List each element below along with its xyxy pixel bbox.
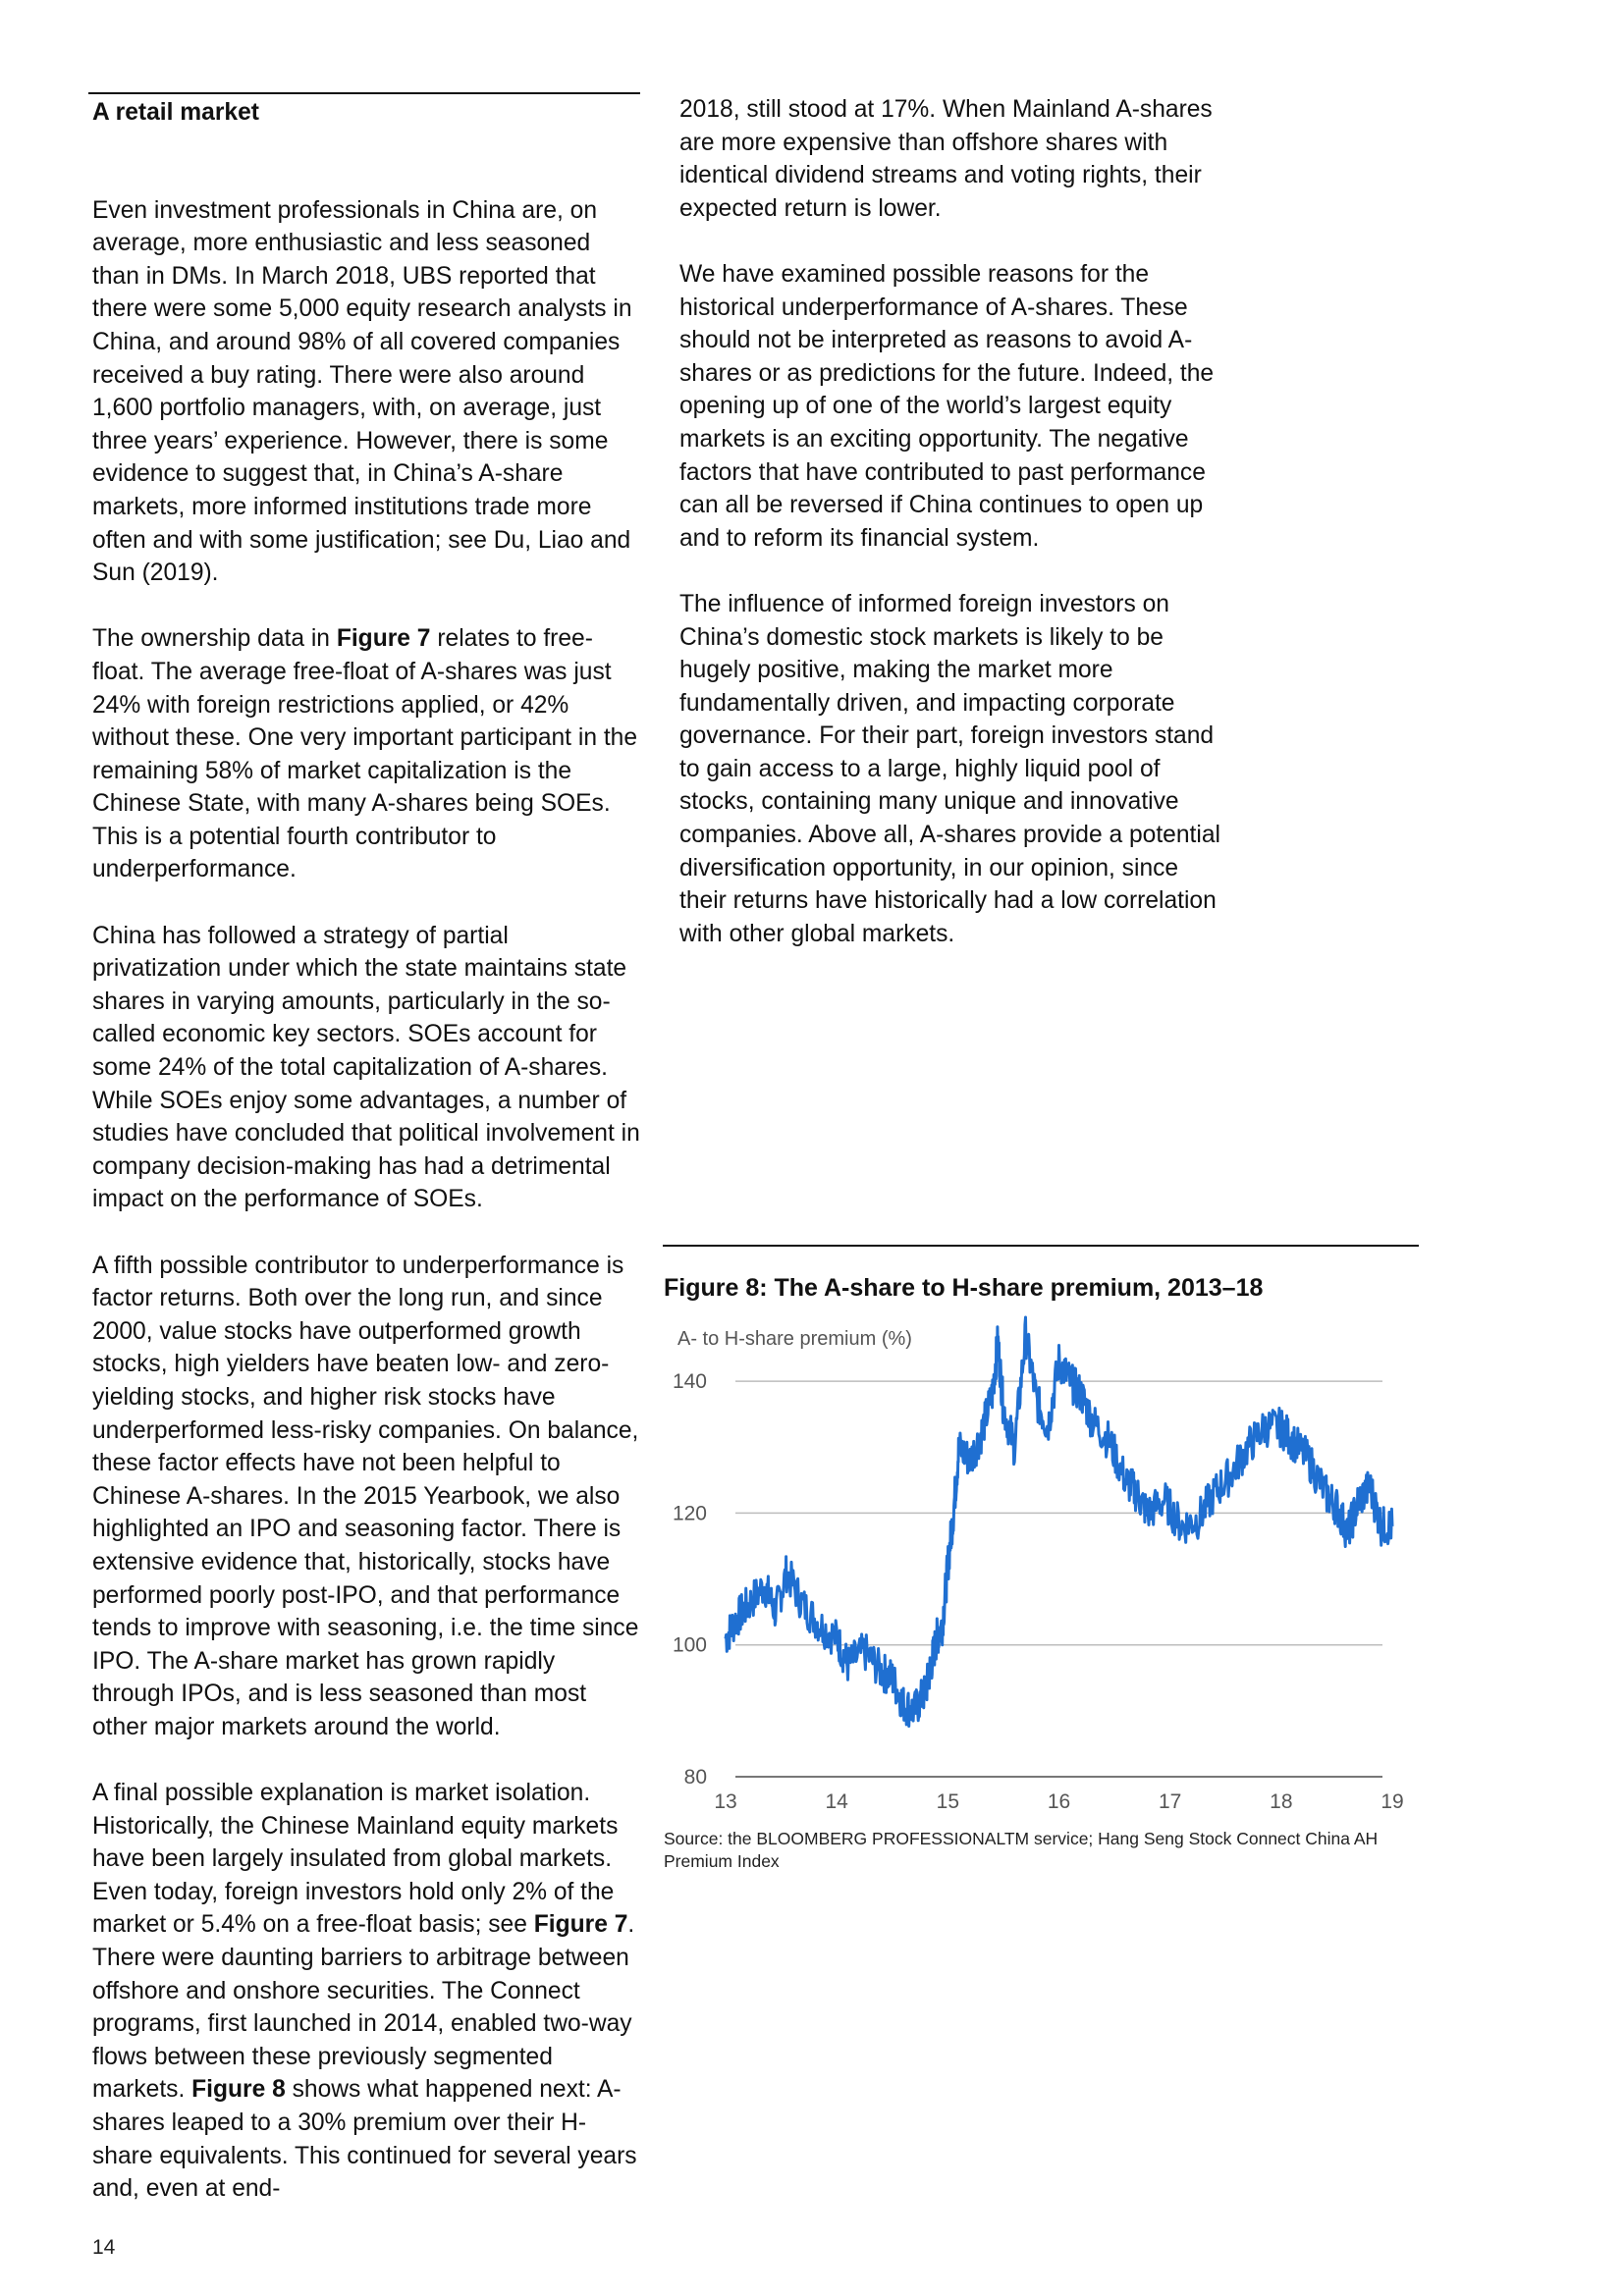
x-tick-label-14: 14 (825, 1790, 848, 1813)
x-tick-label-17: 17 (1158, 1790, 1182, 1813)
paragraph-5-text-a: A final possible explanation is market isolation. Historically, the Chinese Mainland equity markets have been largely insulated from global markets. Even today, foreign investors hold only 2% of the market or 5.4% on a free-float basis; see (92, 1780, 619, 1939)
paragraph-3: China has followed a strategy of partial privatization under which the state maintains state shares in varying amounts, particularly in the so-called economic key sectors. SOEs account for some 24% of the total capitalization of A-shares. While SOEs enjoy some advantages, a number of studies have concluded that political involvement in company decision-making has had a detrimental impact on the performance of SOEs. (92, 922, 640, 1213)
figure-source: Source: the BLOOMBERG PROFESSIONALTM service; Hang Seng Stock Connect China AH Premium Index (664, 1829, 1379, 1871)
right-paragraph-1: 2018, still stood at 17%. When Mainland A-shares are more expensive than offshore shares with identical dividend streams and voting rights, their expected return is lower. (679, 96, 1213, 222)
premium-line-chart (660, 1315, 1406, 1816)
paragraph-2-text-b: relates to free-float. The average free-float of A-shares was just 24% with foreign restrictions applied, or 42% without these. One very important participant in the remaining 58% of market capitalization is the Chinese State, with many A-shares being SOEs. This is a potential fourth contributor to underperformance. (92, 625, 638, 883)
right-paragraph-3: The influence of informed foreign investors on China’s domestic stock markets is likely to be hugely positive, making the market more fundamentally driven, and impacting corporate governance. For their part, foreign investors stand to gain access to a large, highly liquid pool of stocks, containing many unique and innovative companies. Above all, A-shares provide a potential diversification opportunity, in our opinion, since their returns have historically had a low correlation with other global markets. (679, 590, 1220, 947)
right-paragraph-2: We have examined possible reasons for the historical underperformance of A-shares. These should not be interpreted as reasons to avoid A-shares or as predictions for the future. Indeed, the opening up of one of the world’s largest equity markets is an exciting opportunity. The negative factors that have contributed to past performance can all be reversed if China continues to open up and to reform its financial system. (679, 260, 1215, 552)
y-tick-label-120: 120 (672, 1502, 707, 1525)
figure-7-reference: Figure 7 (336, 625, 431, 653)
y-tick-label-140: 140 (672, 1370, 707, 1394)
figure-title: Figure 8: The A-share to H-share premium, 2013–18 (664, 1274, 1264, 1302)
paragraph-2-text-a: The ownership data in (92, 625, 337, 653)
figure-rule (663, 1245, 1419, 1247)
x-tick-label-15: 15 (936, 1790, 960, 1813)
figure-7-reference-2: Figure 7 (533, 1911, 628, 1939)
section-heading: A retail market (92, 99, 259, 126)
x-tick-label-18: 18 (1270, 1790, 1293, 1813)
left-column (92, 93, 642, 2238)
y-axis-label: A- to H-share premium (%) (677, 1328, 912, 1350)
x-tick-label-13: 13 (714, 1790, 737, 1813)
x-tick-label-16: 16 (1047, 1790, 1071, 1813)
paragraph-5 (92, 1777, 642, 2206)
page-number: 14 (92, 2236, 116, 2259)
right-column (679, 93, 1229, 984)
series-line-ah-premium (726, 1317, 1392, 1727)
y-tick-label-100: 100 (672, 1633, 707, 1657)
paragraph-5-text-b: . There were daunting barriers to arbitrage between offshore and onshore securities. The Connect programs, first launched in 2014, enabled two-way flows between these previously segmented markets. (92, 1911, 635, 2104)
paragraph-4: A fifth possible contributor to underperformance is factor returns. Both over the long run, and since 2000, value stocks have outperformed growth stocks, high yielders have beaten low- and zero-yielding stocks, and higher risk stocks have underperformed less-risky companies. On balance, these factor effects have not been helpful to Chinese A-shares. In the 2015 Yearbook, we also highlighted an IPO and seasoning factor. There is extensive evidence that, historically, stocks have performed poorly post-IPO, and that performance tends to improve with seasoning, i.e. the time since IPO. The A-share market has grown rapidly through IPOs, and is less seasoned than most other major markets around the world. (92, 1252, 639, 1740)
paragraph-2 (92, 622, 642, 886)
figure-8-reference: Figure 8 (191, 2076, 286, 2104)
x-tick-label-19: 19 (1380, 1790, 1404, 1813)
y-tick-label-80: 80 (683, 1766, 707, 1789)
paragraph-1: Even investment professionals in China are, on average, more enthusiastic and less seasoned than in DMs. In March 2018, UBS reported that there were some 5,000 equity research analysts in China, and around 98% of all covered companies received a buy rating. There were also around 1,600 portfolio managers, with, on average, just three years’ experience. However, there is some evidence to suggest that, in China’s A-share markets, more informed institutions trade more often and with some justification; see Du, Liao and Sun (2019). (92, 196, 632, 587)
paragraph-5-text-c: shows what happened next: A-shares leaped to a 30% premium over their H-share equivalents. This continued for several years and, even at end- (92, 2076, 637, 2203)
